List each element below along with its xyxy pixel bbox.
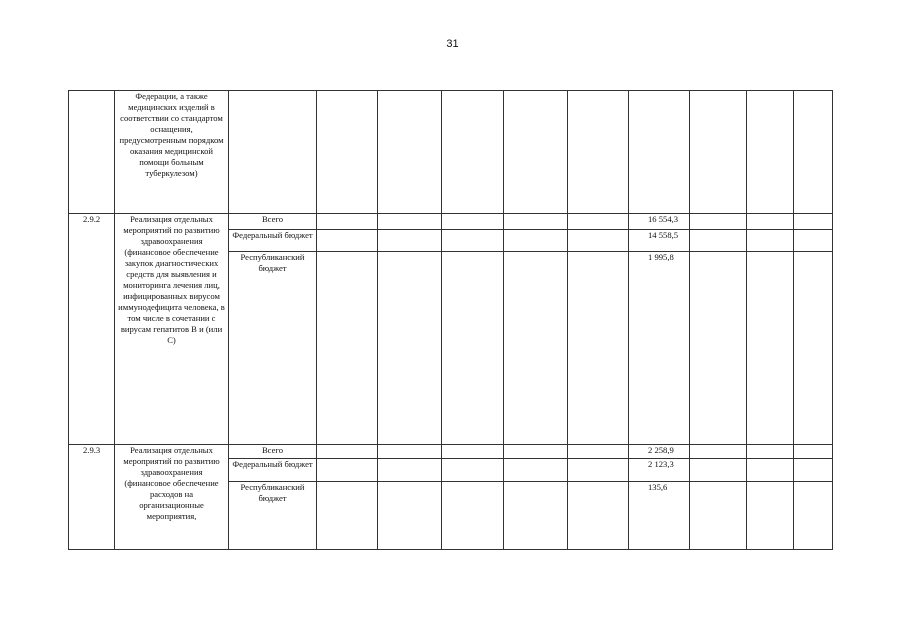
empty-cell xyxy=(690,214,747,230)
empty-cell xyxy=(568,91,629,214)
amount-cell: 14 558,5 xyxy=(629,230,690,252)
budget-table xyxy=(68,90,833,550)
table-row xyxy=(69,91,833,214)
row-number-cell xyxy=(69,91,115,214)
empty-cell xyxy=(794,459,833,482)
empty-cell xyxy=(317,445,378,459)
empty-cell xyxy=(442,445,504,459)
empty-cell xyxy=(568,445,629,459)
empty-cell xyxy=(442,230,504,252)
empty-cell xyxy=(794,91,833,214)
empty-cell xyxy=(317,214,378,230)
empty-cell xyxy=(504,482,568,550)
source-cell xyxy=(229,91,317,214)
amount-cell: 1 995,8 xyxy=(629,252,690,445)
empty-cell xyxy=(378,230,442,252)
empty-cell xyxy=(317,230,378,252)
empty-cell xyxy=(317,459,378,482)
source-cell: Федеральный бюджет xyxy=(229,230,317,252)
empty-cell xyxy=(747,230,794,252)
empty-cell xyxy=(504,230,568,252)
empty-cell xyxy=(378,252,442,445)
amount-cell: 2 123,3 xyxy=(629,459,690,482)
empty-cell xyxy=(794,482,833,550)
measure-name-cell: Реализация отдельных мероприятий по развитию здравоохранения (финансовое обеспечение закупок диагностических средств для выявления и мониторинга лечения лиц, инфицированных вирусом иммунодефицита человека, в том числе в сочетании с вирусам гепатитов В и (или С) xyxy=(115,214,229,445)
empty-cell xyxy=(747,445,794,459)
page-number: 31 xyxy=(446,38,459,50)
source-cell: Республиканский бюджет xyxy=(229,252,317,445)
empty-cell xyxy=(690,482,747,550)
empty-cell xyxy=(317,482,378,550)
empty-cell xyxy=(568,252,629,445)
empty-cell xyxy=(794,445,833,459)
empty-cell xyxy=(442,252,504,445)
empty-cell xyxy=(442,459,504,482)
source-cell: Республиканский бюджет xyxy=(229,482,317,550)
empty-cell xyxy=(794,214,833,230)
empty-cell xyxy=(568,214,629,230)
measure-name-cell: Федерации, а также медицинских изделий в соответствии со стандартом оснащения, предусмотренным порядком оказания медицинской помощи больным туберкулезом) xyxy=(115,91,229,214)
empty-cell xyxy=(378,445,442,459)
source-cell: Всего xyxy=(229,214,317,230)
empty-cell xyxy=(504,459,568,482)
empty-cell xyxy=(504,252,568,445)
empty-cell xyxy=(690,445,747,459)
empty-cell xyxy=(747,459,794,482)
empty-cell xyxy=(568,482,629,550)
empty-cell xyxy=(442,91,504,214)
empty-cell xyxy=(378,482,442,550)
row-number-cell: 2.9.2 xyxy=(69,214,115,445)
empty-cell xyxy=(568,230,629,252)
empty-cell xyxy=(568,459,629,482)
amount-cell: 135,6 xyxy=(629,482,690,550)
amount-cell: 2 258,9 xyxy=(629,445,690,459)
empty-cell xyxy=(747,482,794,550)
empty-cell xyxy=(442,214,504,230)
empty-cell xyxy=(378,91,442,214)
empty-cell xyxy=(504,91,568,214)
empty-cell xyxy=(690,230,747,252)
empty-cell xyxy=(747,252,794,445)
measure-name-cell: Реализация отдельных мероприятий по развитию здравоохранения (финансовое обеспечение расходов на организационные мероприятия, xyxy=(115,445,229,550)
empty-cell xyxy=(504,214,568,230)
empty-cell xyxy=(690,459,747,482)
row-number-cell: 2.9.3 xyxy=(69,445,115,550)
empty-cell xyxy=(504,445,568,459)
empty-cell xyxy=(378,214,442,230)
empty-cell xyxy=(690,91,747,214)
table-row xyxy=(69,214,833,230)
empty-cell xyxy=(747,214,794,230)
table-row xyxy=(69,445,833,459)
empty-cell xyxy=(747,91,794,214)
empty-cell xyxy=(690,252,747,445)
empty-cell xyxy=(442,482,504,550)
empty-cell xyxy=(378,459,442,482)
source-cell: Федеральный бюджет xyxy=(229,459,317,482)
amount-cell: 16 554,3 xyxy=(629,214,690,230)
empty-cell xyxy=(317,252,378,445)
empty-cell xyxy=(317,91,378,214)
empty-cell xyxy=(794,252,833,445)
empty-cell xyxy=(794,230,833,252)
source-cell: Всего xyxy=(229,445,317,459)
amount-cell xyxy=(629,91,690,214)
